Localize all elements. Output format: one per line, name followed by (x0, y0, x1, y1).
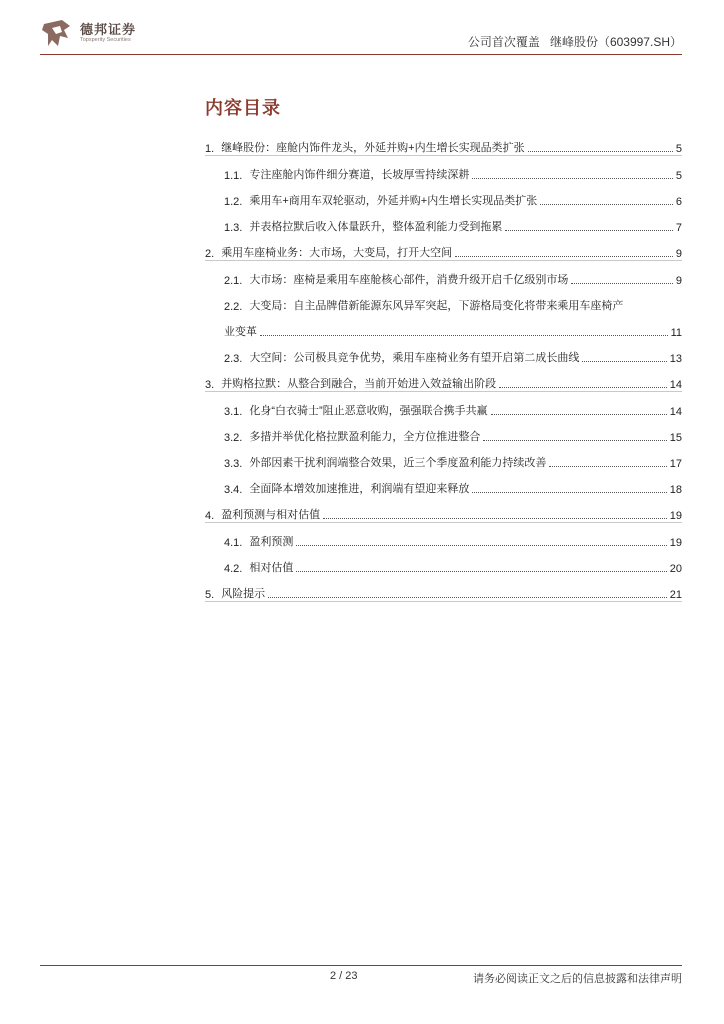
toc-entry-number: 2.1. (224, 275, 243, 287)
toc-title: 内容目录 (205, 98, 281, 118)
toc-entry-leader (323, 518, 667, 519)
header-info (468, 33, 682, 50)
toc-entry-title: 盈利预测 (249, 536, 294, 548)
toc-entry-title: 专注座舱内饰件细分赛道，长坡厚雪持续深耕 (249, 169, 470, 181)
toc-entry-title: 乘用车座椅业务：大市场，大变局，打开大空间 (221, 247, 453, 259)
header-divider (40, 54, 682, 55)
toc-entry-page: 11 (670, 327, 682, 339)
toc-entry-leader (491, 414, 667, 415)
toc-entry-page: 17 (669, 458, 682, 470)
toc-entry-title-continued: 业变革 (224, 326, 257, 338)
toc-entry-leader (483, 440, 666, 441)
toc-entry-title: 并表格拉默后收入体量跃升，整体盈利能力受到拖累 (249, 221, 503, 233)
toc-entry-number: 1. (205, 143, 215, 155)
toc-entry[interactable] (205, 575, 682, 602)
toc-entry-title: 外部因素干扰利润端整合效果，近三个季度盈利能力持续改善 (249, 457, 547, 469)
toc-entry-leader (549, 466, 666, 467)
toc-entry[interactable] (205, 234, 682, 261)
toc-entry-title: 大市场：座椅是乘用车座舱核心部件，消费升级开启千亿级别市场 (249, 274, 569, 286)
toc-entry-page: 9 (675, 275, 682, 287)
toc-entry[interactable] (205, 365, 682, 392)
toc-entry-number: 3. (205, 379, 215, 391)
toc-entry-page: 21 (669, 589, 682, 601)
toc-entry-number: 1.2. (224, 196, 243, 208)
toc-entry-leader (499, 387, 667, 388)
brand-logo (40, 16, 150, 50)
toc-entry-number: 3.2. (224, 432, 243, 444)
toc-entry-number: 4.2. (224, 563, 243, 575)
toc-entry-leader (528, 151, 673, 152)
brand-mark-icon (40, 16, 74, 50)
brand-name-cn: 德邦证券 (80, 22, 137, 37)
toc-entry-number: 3.1. (224, 406, 243, 418)
toc-entry-number: 1.3. (224, 222, 243, 234)
toc-entry-page: 14 (669, 379, 682, 391)
toc-entry-page: 18 (669, 484, 682, 496)
toc-entry-title: 大变局：自主品牌借新能源东风异军突起，下游格局变化将带来乘用车座椅产 (249, 300, 624, 312)
toc-entry[interactable] (205, 339, 682, 365)
toc-entry-page: 7 (675, 222, 682, 234)
toc-entry-page: 9 (675, 248, 682, 260)
toc-entry[interactable] (205, 523, 682, 549)
toc-entry-page: 14 (669, 406, 682, 418)
toc-entry-number: 2. (205, 248, 215, 260)
toc-entry-leader (505, 230, 673, 231)
toc-entry-number: 4.1. (224, 537, 243, 549)
toc-entry[interactable] (205, 418, 682, 444)
toc-entry-leader (268, 597, 667, 598)
toc-entry-number: 4. (205, 510, 215, 522)
toc-entry-number: 1.1. (224, 170, 243, 182)
toc-entry[interactable] (205, 444, 682, 470)
toc-entry[interactable] (205, 549, 682, 575)
toc-entry-number: 2.2. (224, 301, 243, 313)
toc-entry[interactable] (205, 182, 682, 208)
toc-entry-title: 继峰股份：座舱内饰件龙头，外延并购+内生增长实现品类扩张 (221, 142, 525, 154)
report-type: 公司首次覆盖 (467, 35, 540, 49)
toc-entry[interactable] (205, 392, 682, 418)
toc-entry-page: 20 (669, 563, 682, 575)
toc-entry-page: 15 (669, 432, 682, 444)
toc-entry-title: 多措并举优化格拉默盈利能力，全方位推进整合 (249, 431, 481, 443)
toc-entry-page: 5 (675, 170, 682, 182)
toc-entry-leader (260, 335, 668, 336)
toc-entry-page: 13 (669, 353, 682, 365)
toc-entry[interactable] (205, 470, 682, 496)
toc-entry-leader (540, 204, 673, 205)
toc-entry-page: 19 (669, 510, 682, 522)
toc-entry[interactable] (205, 496, 682, 523)
toc-entry-leader (472, 178, 673, 179)
toc-entry[interactable] (205, 261, 682, 287)
toc-entry-number: 5. (205, 589, 215, 601)
toc-entry-page: 6 (675, 196, 682, 208)
toc-entry-title: 化身“白衣骑士”阻止恶意收购，强强联合携手共赢 (249, 405, 488, 417)
toc-entry-number: 3.3. (224, 458, 243, 470)
toc-entry-title: 相对估值 (249, 562, 294, 574)
toc-entry-title: 并购格拉默：从整合到融合，当前开始进入效益输出阶段 (221, 378, 497, 390)
toc-entry-title: 乘用车+商用车双轮驱动，外延并购+内生增长实现品类扩张 (249, 195, 538, 207)
toc-entry-title: 盈利预测与相对估值 (221, 509, 321, 521)
toc-entry-title: 风险提示 (221, 588, 266, 600)
toc-entry-title: 大空间：公司极具竞争优势，乘用车座椅业务有望开启第二成长曲线 (249, 352, 580, 364)
toc-entry[interactable] (205, 156, 682, 182)
toc-entry-leader (472, 492, 666, 493)
toc-entry-leader (571, 283, 673, 284)
toc-entry-title: 全面降本增效加速推进，利润端有望迎来释放 (249, 483, 470, 495)
table-of-contents (205, 129, 682, 602)
brand-name-en: Topsperity Securities (80, 37, 131, 43)
page-number: 2 / 23 (330, 970, 358, 982)
toc-entry-leader (296, 571, 666, 572)
toc-entry-page: 19 (669, 537, 682, 549)
toc-entry-number: 2.3. (224, 353, 243, 365)
toc-entry-number: 3.4. (224, 484, 243, 496)
footer-divider (40, 965, 682, 966)
toc-entry[interactable] (205, 129, 682, 156)
footer-disclaimer: 请务必阅读正文之后的信息披露和法律声明 (473, 973, 682, 985)
toc-entry-leader (296, 545, 666, 546)
toc-entry-leader (455, 256, 673, 257)
company-name: 继峰股份（603997.SH） (549, 35, 682, 49)
toc-entry[interactable] (205, 208, 682, 234)
toc-entry[interactable] (205, 287, 682, 339)
toc-entry-leader (582, 361, 666, 362)
toc-entry-page: 5 (675, 143, 682, 155)
